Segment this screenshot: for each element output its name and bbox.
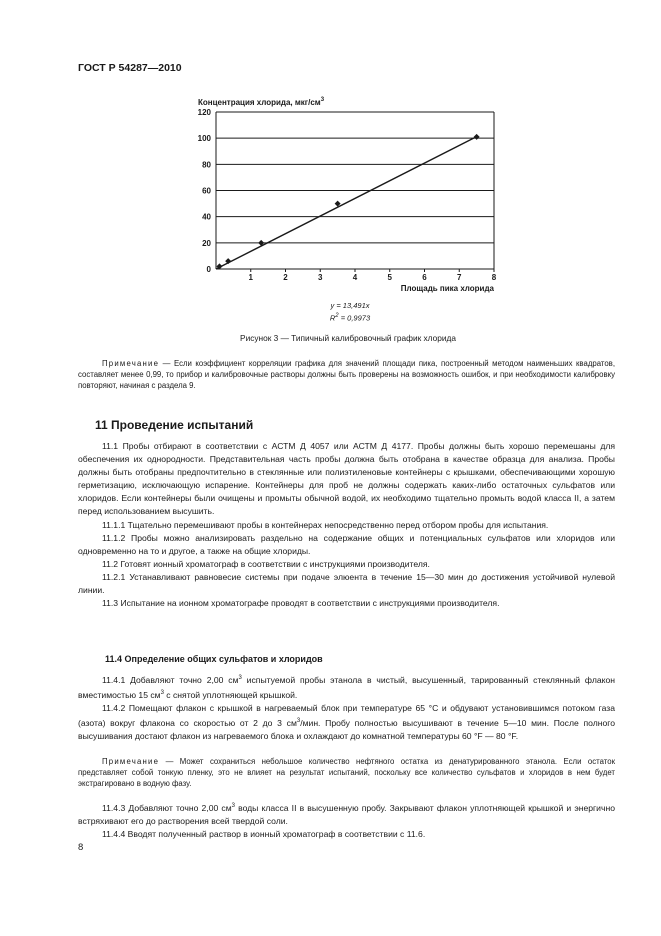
chart-y-ticks: [198, 108, 212, 274]
page-number: 8: [78, 842, 84, 853]
formula-r2-sup: 2: [335, 313, 339, 319]
sup-cm3-c: 3: [296, 718, 301, 724]
para-11-2: 11.2 Готовят ионный хроматограф в соответствии с инструкциями производителя.: [102, 558, 430, 569]
x-tick-label-2: 2: [283, 273, 288, 282]
para-11-4-1: [78, 672, 615, 702]
chart-ylabel-text: Концентрация хлорида, мкг/см: [198, 98, 321, 107]
data-point-4: [474, 134, 480, 140]
y-tick-label-1: 20: [202, 238, 211, 248]
chart-trendline: [216, 137, 477, 269]
note-1: [78, 358, 615, 391]
note-1-label: Примечание: [102, 359, 160, 368]
para-11-2-1: 11.2.1 Устанавливают равновесие системы при подаче элюента в течение 15—30 мин до достижения устойчивой нулевой линии.: [78, 571, 615, 596]
section-11-4-body: [78, 672, 615, 743]
x-tick-label-1: 1: [248, 273, 253, 282]
sup-cm3-d: 3: [231, 803, 235, 809]
section-11-body: [78, 440, 615, 610]
note-2-label: Примечание: [102, 757, 160, 766]
para-11-4-3-a: 11.4.3 Добавляют точно 2,00 см: [102, 802, 232, 813]
y-tick-label-5: 100: [197, 134, 211, 144]
para-11-4-2: [78, 702, 615, 743]
y-tick-label-2: 40: [202, 212, 211, 222]
chart-x-ticks: [249, 269, 497, 282]
formula-r2-r: R: [329, 313, 336, 323]
x-tick-label-3: 3: [318, 273, 323, 282]
para-11-4-3: [78, 800, 615, 828]
chart-grid: [216, 112, 494, 269]
para-11-4-1-b: испытуемой пробы этанола в чистый, высушенный, тарированный стеклянный флакон вместимостью 15 см: [78, 674, 615, 700]
para-11-4-1-a: 11.4.1 Добавляют точно 2,00 см: [102, 674, 239, 685]
x-tick-label-8: 8: [491, 273, 497, 282]
chart-ylabel: [198, 97, 325, 107]
section-11-4-body-cont: [78, 800, 615, 841]
para-11-4-4: 11.4.4 Вводят полученный раствор в ионный хроматограф в соответствии с 11.6.: [102, 829, 426, 840]
para-11-1-2: 11.1.2 Пробы можно анализировать раздельно на содержание общих и потенциальных сульфатов или хлоридов или одновременно на то и другое, а также на общие хлориды.: [78, 532, 615, 556]
para-11-4-3-b: воды класса II в высушенную пробу. Закрывают флакон уплотняющей крышкой и энергично встряхивают его до растворения всей твердой соли.: [78, 802, 615, 826]
document-header: ГОСТ Р 54287—2010: [78, 62, 182, 74]
y-tick-label-3: 60: [202, 186, 211, 196]
x-tick-label-6: 6: [422, 273, 427, 282]
sup-cm3-a: 3: [238, 675, 242, 681]
formula-y: y = 13,491x: [330, 301, 370, 310]
note-2: [78, 756, 615, 789]
formula-r2-value: = 0,9973: [338, 313, 371, 323]
para-11-3: 11.3 Испытание на ионном хроматографе проводят в соответствии с инструкциями производителя.: [102, 598, 500, 609]
chart-xlabel: Площадь пика хлорида: [400, 284, 494, 293]
para-11-4-1-c: с снятой уплотняющей крышкой.: [163, 689, 298, 700]
x-tick-label-7: 7: [457, 273, 462, 282]
note-1-text: — Если коэффициент корреляции графика для значений площади пика, построенный методом наименьших квадратов, составляет менее 0,99, то прибор и калибровочные растворы должны быть проверены на возможность ошибок, и при необходимости калибровку повторяют, начиная с раздела 9.: [78, 359, 615, 390]
chart-ylabel-sup: 3: [320, 97, 325, 103]
sup-cm3-b: 3: [160, 689, 164, 696]
note-2-text: — Может сохраниться небольшое количество нефтяного остатка из денатурированного этанола. Если остаток представляет собой тонкую пленку, это не влияет на результат испытаний, поскольку все количество сульфатов и хлоридов в нем будет экстрагировано в водную фазу.: [78, 757, 615, 788]
para-11-4-2-a: 11.4.2 Помещают флакон с крышкой в нагреваемый блок при температуре 65 °С и обдувают установившимся потоком газа (азота) вокруг флакона со скоростью от 2 до 3 см: [78, 702, 615, 728]
x-tick-label-4: 4: [352, 273, 358, 282]
para-11-1-1: 11.1.1 Тщательно перемешивают пробы в контейнерах непосредственно перед отбором пробы для испытания.: [102, 519, 549, 530]
x-tick-label-5: 5: [387, 273, 392, 282]
para-11-4-2-b: /мин. Пробу полностью высушивают в течение 5—10 мин. После полного высушивания достают флакон из нагреваемого блока и охлаждают до комнатной температуры 60 °F — 80 °F.: [78, 717, 615, 741]
y-tick-label-0: 0: [206, 265, 211, 274]
calibration-chart: [178, 88, 508, 293]
y-tick-label-6: 120: [197, 108, 211, 117]
section-11-title: 11 Проведение испытаний: [95, 418, 254, 432]
formula-r2: [300, 311, 400, 324]
section-11-4-title: 11.4 Определение общих сульфатов и хлоридов: [105, 654, 323, 664]
para-11-1: 11.1 Пробы отбирают в соответствии с АСТМ Д 4057 или АСТМ Д 4177. Пробы должны быть хорошо перемешаны для обеспечения их однородности. Представительная часть пробы должна быть отобрана в качестве образца для анализа. Пробы должны быть отобраны предпочтительно в стеклянные или полиэтиленовые контейнеры с крышками, обеспечивающими хорошую герметизацию, исключающую испарение. Контейнеры для проб не должны содержать каких-либо остаточных сульфатов или хлоридов. Если контейнеры были очищены и промыты обычной водой, их необходимо тщательно промыть водой класса II, а затем перед использованием высушить.: [78, 441, 615, 517]
figure-caption: Рисунок 3 — Типичный калибровочный график хлорида: [240, 333, 456, 343]
y-tick-label-4: 80: [202, 160, 211, 170]
